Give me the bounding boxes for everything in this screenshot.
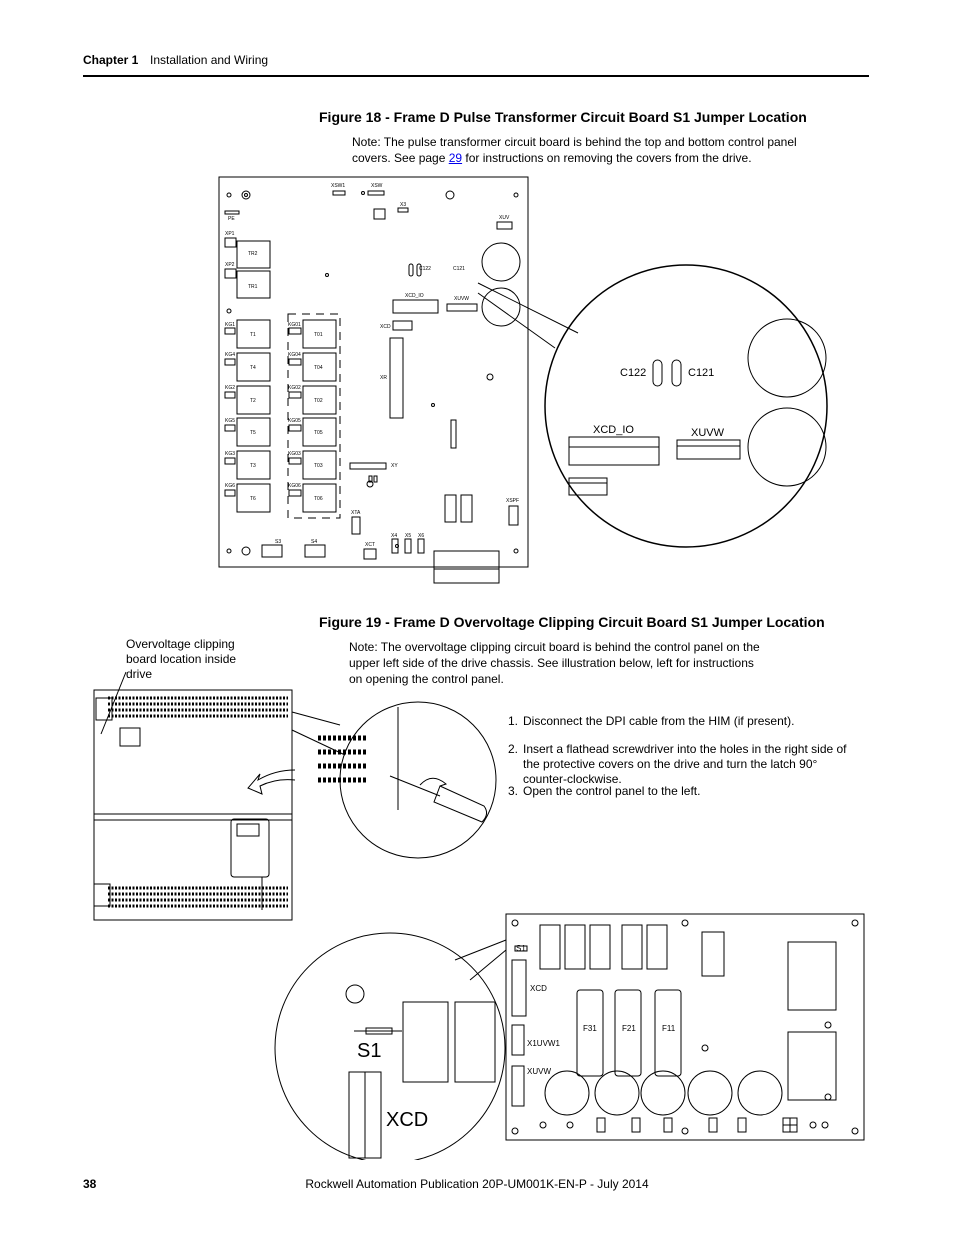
board-label-x1uvw1: X1UVW1 bbox=[527, 1039, 560, 1048]
label-xy: XY bbox=[391, 463, 398, 469]
figure-18-title: Figure 18 - Frame D Pulse Transformer Circuit Board S1 Jumper Location bbox=[319, 109, 807, 125]
label-t05: T05 bbox=[314, 430, 323, 436]
step-3-text: Open the control panel to the left. bbox=[523, 784, 701, 798]
label-xr: XR bbox=[380, 375, 387, 381]
label-kg3: KG3 bbox=[225, 451, 236, 457]
figure-19-title: Figure 19 - Frame D Overvoltage Clipping Circuit Board S1 Jumper Location bbox=[319, 614, 825, 630]
figure-19-note: Note: The overvoltage clipping circuit board is behind the control panel on the upper left side of the drive chassis. See illustration below, left for instructions on opening the control panel. bbox=[349, 640, 760, 686]
label-x5: X5 bbox=[405, 533, 412, 539]
label-s3: S3 bbox=[275, 539, 282, 545]
label-t4: T4 bbox=[250, 365, 256, 371]
label-c121: C121 bbox=[453, 266, 465, 272]
board-label-xuvw: XUVW bbox=[527, 1067, 551, 1076]
label-kg06: KG06 bbox=[288, 483, 301, 489]
label-t04: T04 bbox=[314, 365, 323, 371]
label-xta: XTA bbox=[351, 510, 361, 516]
board-location-callout: Overvoltage clipping board location inside drive bbox=[126, 637, 237, 681]
label-pe: PE bbox=[228, 216, 235, 222]
label-t5: T5 bbox=[250, 430, 256, 436]
step-1-number: 1. bbox=[508, 714, 519, 728]
label-t3: T3 bbox=[250, 463, 256, 469]
label-t02: T02 bbox=[314, 398, 323, 404]
label-kg6: KG6 bbox=[225, 483, 236, 489]
label-kg02: KG02 bbox=[288, 385, 301, 391]
page-29-link[interactable]: 29 bbox=[448, 151, 463, 165]
zoom-label-c122: C122 bbox=[620, 367, 647, 379]
step-3-number: 3. bbox=[508, 784, 519, 798]
label-kg5: KG5 bbox=[225, 418, 236, 424]
zoom-label-c121: C121 bbox=[688, 367, 715, 379]
label-kg01: KG01 bbox=[288, 322, 301, 328]
label-t2: T2 bbox=[250, 398, 256, 404]
label-t6: T6 bbox=[250, 496, 256, 502]
step-2-number: 2. bbox=[508, 742, 519, 756]
label-t1: T1 bbox=[250, 332, 256, 338]
figure-19-illustration bbox=[0, 600, 954, 1160]
figure-18-note-text: Note: The pulse transformer circuit board is behind the top and bottom control panel covers. See page bbox=[352, 135, 797, 165]
label-xcd-io: XCD_IO bbox=[405, 293, 424, 299]
label-kg2: KG2 bbox=[225, 385, 236, 391]
label-xp1: XP1 bbox=[225, 231, 235, 237]
label-t01: T01 bbox=[314, 332, 323, 338]
label-kg03: KG03 bbox=[288, 451, 301, 457]
label-tr2: TR2 bbox=[248, 251, 258, 257]
zoom-label-xuvw: XUVW bbox=[691, 427, 724, 439]
label-x3: X3 bbox=[400, 202, 407, 208]
label-t03: T03 bbox=[314, 463, 323, 469]
label-t06: T06 bbox=[314, 496, 323, 502]
step-2-text: Insert a flathead screwdriver into the holes in the right side of the protective covers on the drive and turn the latch 90° counter-clockwise. bbox=[523, 742, 847, 786]
zoom-label-xcd-io: XCD_IO bbox=[593, 424, 634, 436]
label-xct: XCT bbox=[365, 542, 375, 548]
step-1-text: Disconnect the DPI cable from the HIM (if present). bbox=[523, 714, 795, 728]
board-label-s1: S1 bbox=[516, 944, 526, 953]
zoom-label-xcd: XCD bbox=[386, 1109, 429, 1131]
zoom-label-s1: S1 bbox=[357, 1040, 382, 1062]
label-xcd: XCD bbox=[380, 324, 391, 330]
pulse-transformer-board bbox=[219, 177, 528, 567]
label-s4: S4 bbox=[311, 539, 318, 545]
figure-18-note-text-end: for instructions on removing the covers from the drive. bbox=[462, 151, 752, 165]
chapter-label: Chapter 1 bbox=[83, 53, 139, 67]
label-xuv: XUV bbox=[499, 215, 510, 221]
label-kg05: KG05 bbox=[288, 418, 301, 424]
board-label-xcd: XCD bbox=[530, 984, 547, 993]
screwdriver bbox=[434, 786, 487, 822]
figure-18-illustration bbox=[0, 0, 954, 600]
label-kg1: KG1 bbox=[225, 322, 236, 328]
label-kg04: KG04 bbox=[288, 352, 301, 358]
label-x6: X6 bbox=[418, 533, 425, 539]
label-xsw1: XSW1 bbox=[331, 183, 346, 189]
page-number: 38 bbox=[83, 1177, 97, 1191]
label-xp2: XP2 bbox=[225, 262, 235, 268]
figure-18-zoom-circle bbox=[545, 265, 827, 547]
open-arrow bbox=[248, 770, 295, 794]
publication-info: Rockwell Automation Publication 20P-UM001K-EN-P - July 2014 bbox=[305, 1177, 649, 1191]
label-kg4: KG4 bbox=[225, 352, 236, 358]
board-label-f21: F21 bbox=[622, 1024, 636, 1033]
label-xspf: XSPF bbox=[506, 498, 520, 504]
section-title: Installation and Wiring bbox=[150, 53, 269, 67]
label-xuvw: XUVW bbox=[454, 296, 469, 302]
label-tr1: TR1 bbox=[248, 284, 258, 290]
board-label-f31: F31 bbox=[583, 1024, 597, 1033]
board-label-f11: F11 bbox=[662, 1024, 676, 1033]
label-xsw: XSW bbox=[371, 183, 383, 189]
label-c122: C122 bbox=[419, 266, 431, 272]
label-x4: X4 bbox=[391, 533, 398, 539]
